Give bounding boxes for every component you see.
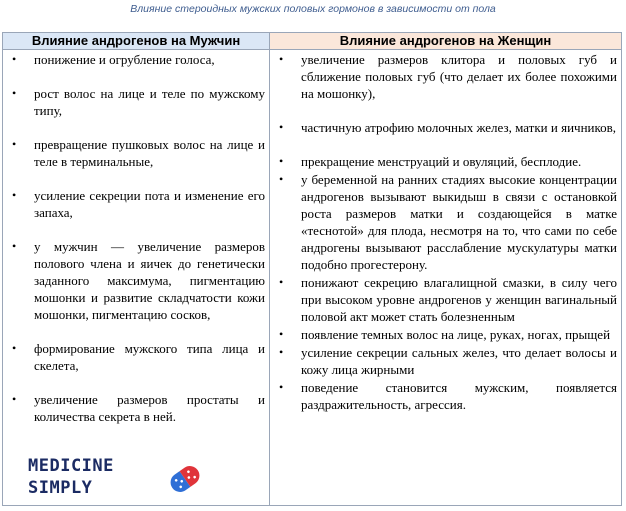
- bullet-icon: •: [12, 188, 17, 202]
- bullet-icon: •: [12, 341, 17, 355]
- bullet-icon: •: [279, 275, 284, 289]
- list-item: • поведение становится мужским, появляется раздражительность, агрессия.: [279, 380, 617, 412]
- list-item: • понижение и огрубление голоса,: [12, 52, 215, 67]
- list-item: • увеличение размеров простаты и количества секрета в ней.: [12, 392, 265, 424]
- bullet-icon: •: [279, 327, 284, 341]
- bullet-icon: •: [279, 154, 284, 168]
- bullet-icon: •: [12, 52, 17, 66]
- list-item: • у мужчин — увеличение размеров полового члена и яичек до генетически заданного максимума, пигментацию мошонки и развитие складчатости кожи мошонки, пигментацию сосков,: [12, 239, 265, 322]
- table-caption: Влияние стероидных мужских половых гормонов в зависимости от пола: [130, 3, 496, 15]
- bullet-icon: •: [279, 345, 284, 359]
- list-item: • прекращение менструаций и овуляций, бесплодие.: [279, 154, 582, 169]
- bullet-icon: •: [279, 120, 284, 134]
- bullet-icon: •: [12, 239, 17, 253]
- list-item: • у беременной на ранних стадиях высокие концентрации андрогенов вызывают выкидыш в связи с остановкой роста размеров матки и создающейся в матке «теснотой» для плода, несмотря на то, что сами по себе андрогены вызывают расслабление мускулатуры матки подобно прогестерону.: [279, 172, 617, 272]
- androgen-effects-table: [2, 32, 622, 506]
- list-item: • появление темных волос на лице, руках, ногах, прыщей: [279, 327, 611, 342]
- pill-icon: [164, 458, 206, 500]
- logo-line-1: MEDICINE: [28, 456, 114, 476]
- medicine-simply-logo: [28, 455, 218, 503]
- bullet-icon: •: [12, 392, 17, 406]
- logo-text: [28, 455, 114, 499]
- women-effects-list: [270, 50, 621, 413]
- list-item: • частичную атрофию молочных желез, матки и яичников,: [279, 120, 617, 135]
- bullet-icon: •: [12, 86, 17, 100]
- men-effects-list: [3, 50, 269, 425]
- header-men: Влияние андрогенов на Мужчин: [3, 33, 270, 50]
- bullet-icon: •: [12, 137, 17, 151]
- list-item: • формирование мужского типа лица и скелета,: [12, 341, 265, 373]
- list-item: • усиление секреции пота и изменение его запаха,: [12, 188, 265, 220]
- bullet-icon: •: [279, 52, 284, 66]
- bullet-icon: •: [279, 380, 284, 394]
- list-item: • превращение пушковых волос на лице и теле в терминальные,: [12, 137, 265, 169]
- logo-line-2: SIMPLY: [28, 478, 93, 498]
- list-item: • усиление секреции сальных желез, что делает волосы и кожу лица жирными: [279, 345, 617, 377]
- bullet-icon: •: [279, 172, 284, 186]
- men-column: [3, 50, 270, 506]
- list-item: • понижают секрецию влагалищной смазки, в силу чего при высоком уровне андрогенов у женщин вагинальный половой акт может стать болезненным: [279, 275, 617, 324]
- women-column: [270, 50, 622, 506]
- list-item: • рост волос на лице и теле по мужскому типу,: [12, 86, 265, 118]
- header-women: Влияние андрогенов на Женщин: [270, 33, 622, 50]
- list-item: • увеличение размеров клитора и половых губ и сближение половых губ (что делает их более похожими на мошонку),: [279, 52, 617, 101]
